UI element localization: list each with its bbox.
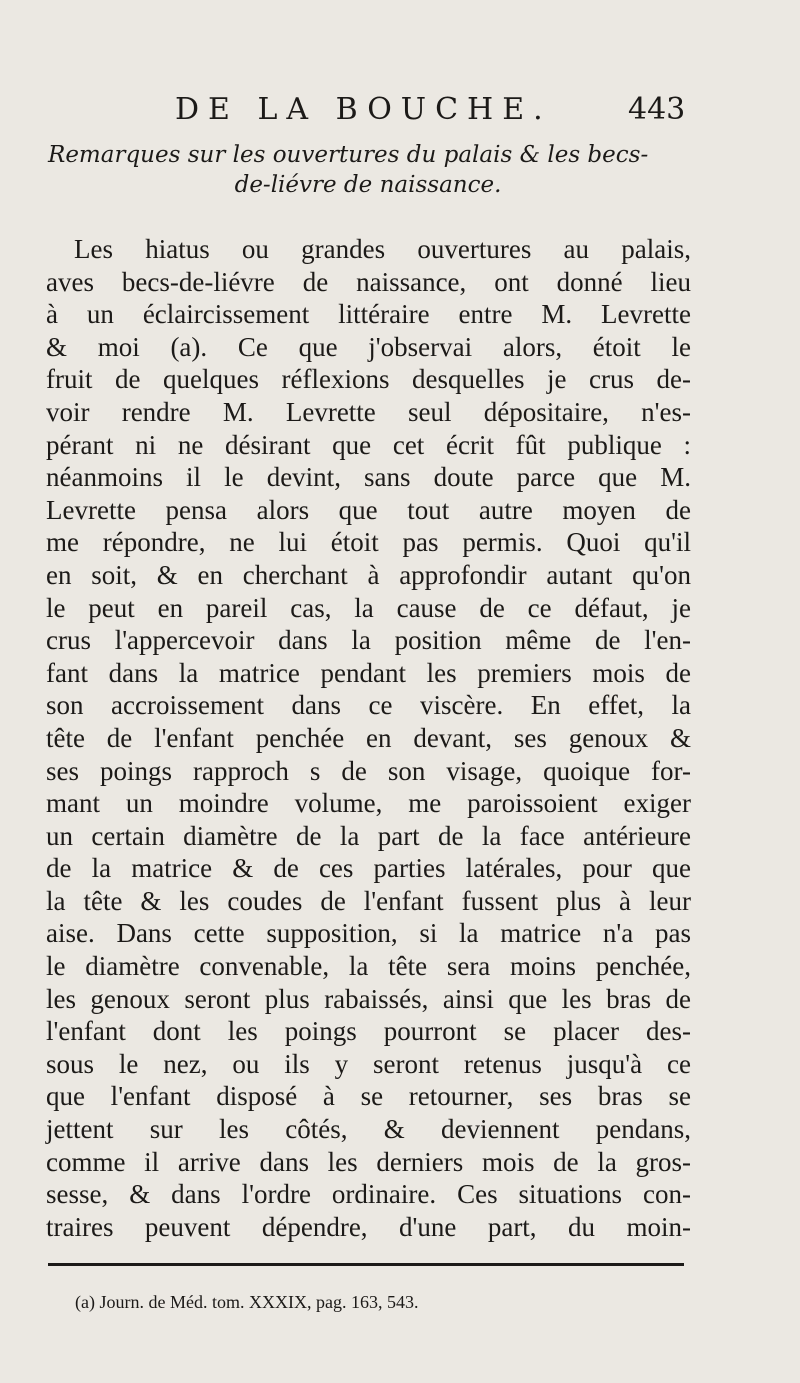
text-line: me répondre, ne lui étoit pas permis. Quoi qu'il	[46, 527, 691, 558]
text-line: comme il arrive dans les derniers mois de la gros-	[46, 1146, 691, 1177]
text-line: Les hiatus ou grandes ouvertures au palais,	[74, 234, 691, 264]
text-line: crus l'appercevoir dans la position même de l'en-	[46, 625, 691, 656]
text-line: fant dans la matrice pendant les premiers mois de	[46, 657, 691, 688]
running-head-title: DE LA BOUCHE.	[175, 92, 552, 127]
text-line: son accroissement dans ce viscère. En effet, la	[46, 690, 691, 721]
text-line: voir rendre M. Levrette seul dépositaire, n'es-	[46, 396, 691, 427]
page-number: 443	[628, 92, 686, 127]
text-line: l'enfant dont les poings pourront se placer des-	[46, 1016, 691, 1047]
body-paragraph	[46, 233, 691, 1243]
text-line: & moi (a). Ce que j'observai alors, étoit le	[46, 331, 691, 362]
footnote: (a) Journ. de Méd. tom. XXXIX, pag. 163, 543.	[75, 1292, 419, 1312]
text-line: à un éclaircissement littéraire entre M. Levrette	[46, 299, 691, 330]
text-line: le peut en pareil cas, la cause de ce défaut, je	[46, 592, 691, 623]
text-line: le diamètre convenable, la tête sera moins penchée,	[46, 951, 691, 982]
text-line: jettent sur les côtés, & deviennent pendans,	[46, 1114, 691, 1145]
text-line: Levrette pensa alors que tout autre moyen de	[46, 494, 691, 525]
text-line: que l'enfant disposé à se retourner, ses bras se	[46, 1081, 691, 1112]
text-line: un certain diamètre de la part de la face antérieure	[46, 820, 691, 851]
text-line: mant un moindre volume, me paroissoient exiger	[46, 788, 691, 819]
text-line: pérant ni ne désirant que cet écrit fût publique :	[46, 429, 691, 460]
text-line: fruit de quelques réflexions desquelles je crus de-	[46, 364, 691, 395]
text-line: traires peuvent dépendre, d'une part, du moin-	[46, 1211, 691, 1242]
section-heading-line-2: de-liévre de naissance.	[234, 172, 502, 198]
running-head	[0, 92, 800, 132]
section-heading-line-1: Remarques sur les ouvertures du palais & les becs-	[48, 142, 649, 168]
footnote-rule	[48, 1263, 684, 1266]
text-line: néanmoins il le devint, sans doute parce que M.	[46, 462, 691, 493]
section-heading	[48, 140, 688, 200]
text-line: aves becs-de-liévre de naissance, ont donné lieu	[46, 266, 691, 297]
text-line: aise. Dans cette supposition, si la matrice n'a pas	[46, 918, 691, 949]
text-line: les genoux seront plus rabaissés, ainsi que les bras de	[46, 983, 691, 1014]
text-line: en soit, & en cherchant à approfondir autant qu'on	[46, 559, 691, 590]
text-line: ses poings rapproch s de son visage, quoique for-	[46, 755, 691, 786]
text-line: sous le nez, ou ils y seront retenus jusqu'à ce	[46, 1048, 691, 1079]
text-line: la tête & les coudes de l'enfant fussent plus à leur	[46, 885, 691, 916]
text-line: sesse, & dans l'ordre ordinaire. Ces situations con-	[46, 1179, 691, 1210]
text-line: de la matrice & de ces parties latérales, pour que	[46, 853, 691, 884]
text-line: tête de l'enfant penchée en devant, ses genoux &	[46, 722, 691, 753]
